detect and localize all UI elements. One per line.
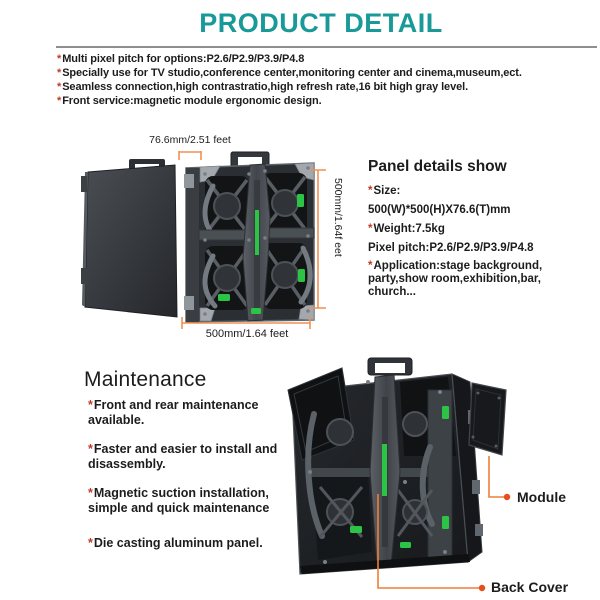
- hinge-knob: [81, 268, 87, 284]
- feature-item: [57, 80, 600, 94]
- feature-item: [57, 94, 600, 108]
- back-cover-panel: [288, 358, 483, 574]
- bullet-asterisk: *: [57, 81, 62, 93]
- bullet-asterisk: *: [368, 223, 373, 235]
- panel-exploded-illustration: [55, 128, 365, 353]
- feature-item: [57, 66, 600, 80]
- title-divider: [56, 46, 597, 48]
- leader-dot: [479, 585, 485, 591]
- bullet-asterisk: *: [57, 67, 62, 79]
- feature-text: Specially use for TV studio,conference center,monitoring center and cinema,museum,ect.: [62, 67, 522, 79]
- thickness-bracket: [179, 151, 201, 160]
- green-latch: [382, 444, 387, 496]
- feature-text: Front service:magnetic module ergonomic design.: [62, 95, 322, 107]
- dimension-height-label: 500mm/1.64f eet: [332, 178, 344, 257]
- bullet-asterisk: *: [57, 53, 62, 65]
- bullet-asterisk: *: [88, 398, 93, 412]
- module-callout-label: Module: [517, 489, 566, 505]
- maintenance-item: *Front and rear maintenance available.: [88, 398, 259, 427]
- maintenance-heading: Maintenance: [84, 368, 207, 391]
- module-leader-line: [489, 456, 504, 497]
- spec-weight: *Weight:7.5kg: [368, 223, 445, 235]
- back-cover-callout-label: Back Cover: [491, 579, 569, 595]
- dimension-width-label: 500mm/1.64 feet: [205, 328, 289, 340]
- bullet-asterisk: *: [88, 536, 93, 550]
- hinge-knob: [81, 176, 87, 192]
- spec-application: *Application:stage background, party,show room,exhibition,bar, church...: [368, 260, 543, 298]
- leader-dot: [504, 494, 510, 500]
- bullet-asterisk: *: [368, 260, 373, 272]
- maintenance-item: *Magnetic suction installation, simple and quick maintenance: [88, 486, 270, 515]
- feature-text: Seamless connection,high contrastratio,high refresh rate,16 bit high gray level.: [62, 81, 469, 93]
- bullet-asterisk: *: [88, 442, 93, 456]
- back-panel: [184, 152, 314, 322]
- green-latch: [255, 210, 259, 255]
- bullet-asterisk: *: [368, 185, 373, 197]
- module-panel: [469, 383, 506, 455]
- bullet-asterisk: *: [57, 95, 62, 107]
- spec-pixel-pitch: Pixel pitch:P2.6/P2.9/P3.9/P4.8: [368, 242, 534, 254]
- front-panel: [81, 159, 177, 317]
- maintenance-item: *Faster and easier to install and disassembly.: [88, 442, 278, 471]
- beam: [199, 230, 247, 240]
- page-title: PRODUCT DETAIL: [199, 8, 443, 38]
- feature-list: [57, 52, 600, 108]
- maintenance-item: *Die casting aluminum panel.: [88, 536, 263, 550]
- dimension-thickness-label: 76.6mm/2.51 feet: [149, 134, 231, 146]
- feature-text: Multi pixel pitch for options:P2.6/P2.9/P3.9/P4.8: [62, 53, 305, 65]
- spec-size-label: *Size:: [368, 185, 401, 197]
- feature-item: [57, 52, 600, 66]
- spec-size-value: 500(W)*500(H)X76.6(T)mm: [368, 204, 511, 216]
- maintenance-section: [84, 368, 284, 566]
- back-cover-illustration: [280, 352, 600, 600]
- panel-details-heading: Panel details show: [368, 158, 507, 175]
- bullet-asterisk: *: [88, 486, 93, 500]
- panel-details-section: [368, 158, 580, 304]
- carry-handle-icon: [368, 358, 412, 375]
